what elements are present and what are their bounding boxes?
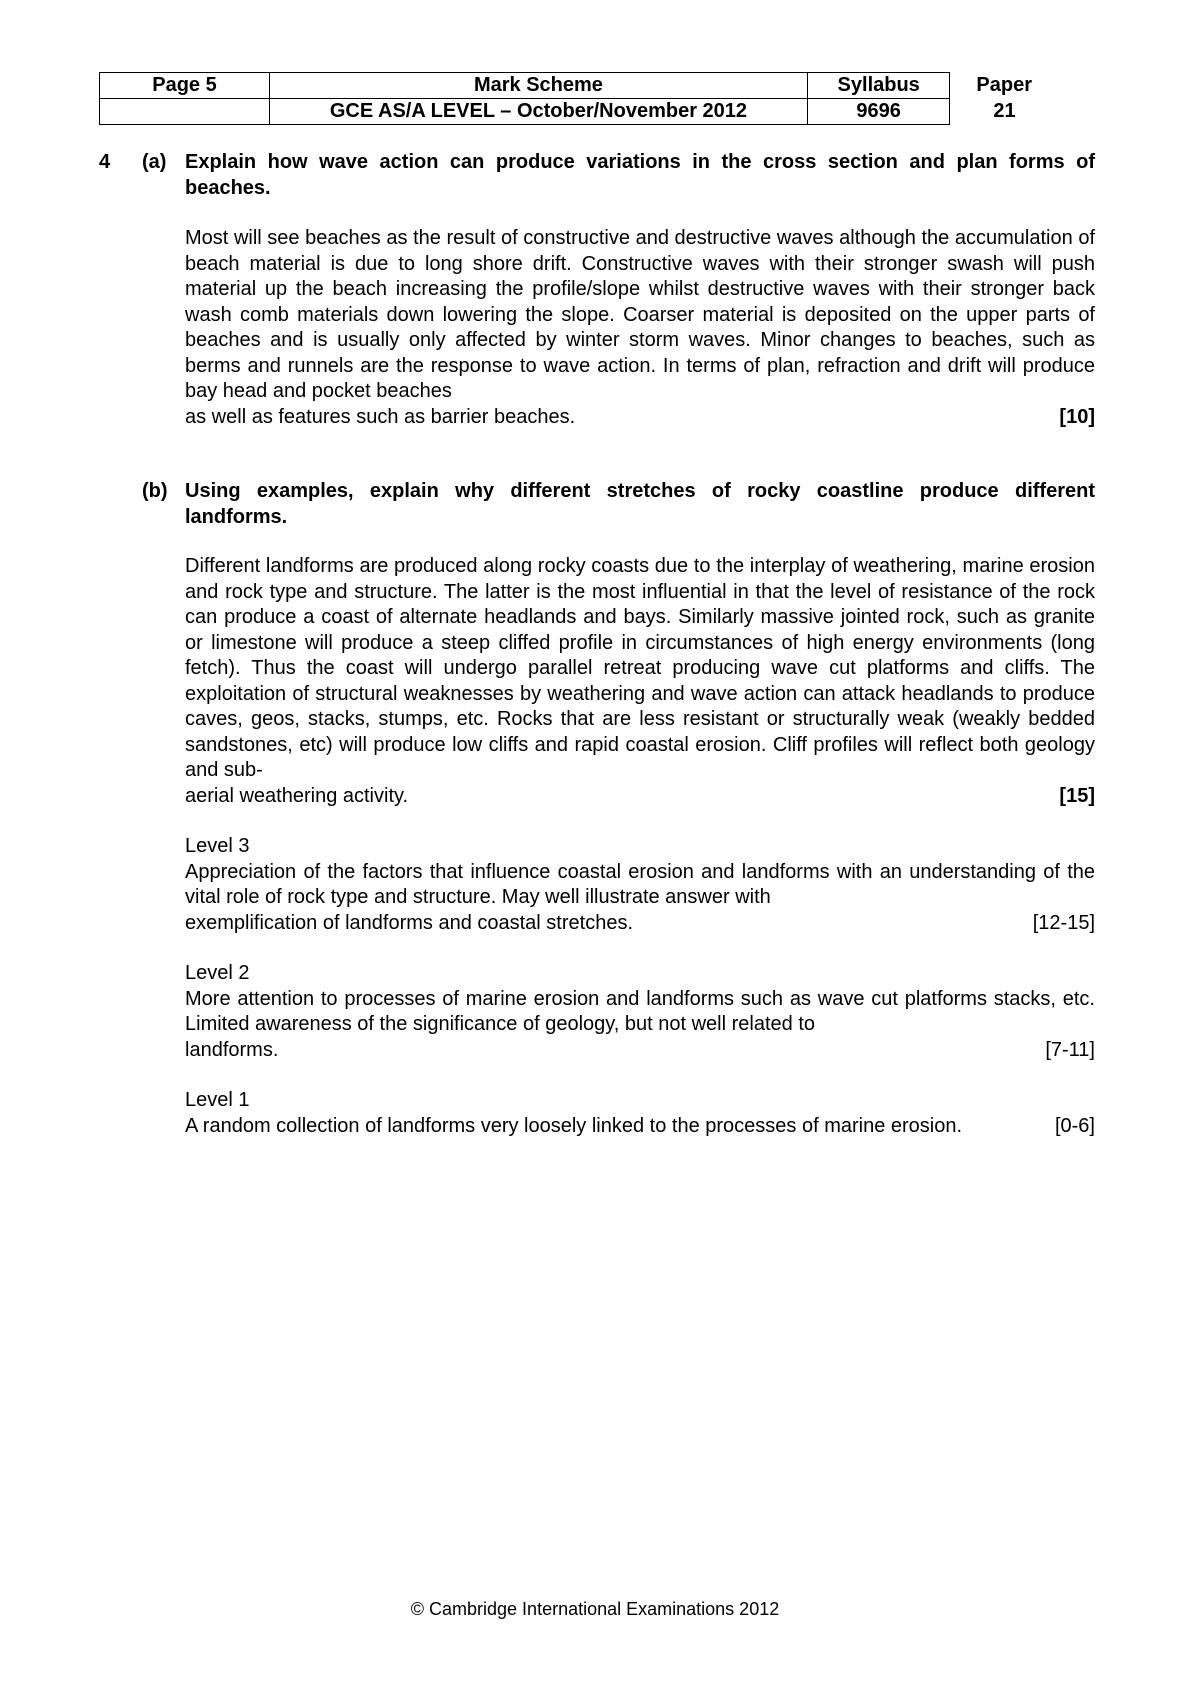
paper-label: Paper (976, 74, 1032, 96)
part-a-prompt: Explain how wave action can produce variations in the cross section and plan forms of beaches. (185, 151, 1095, 199)
level-2-text: More attention to processes of marine erosion and landforms such as wave cut platforms stacks, etc. Limited awareness of the significance of geology, but not well related to (185, 987, 1095, 1035)
level-2-last-line: landforms. (185, 1038, 279, 1061)
part-a-answer (185, 226, 1095, 430)
level-3-marks: [12-15] (1032, 911, 1095, 934)
syllabus-code: 9696 (807, 99, 949, 125)
level-3-last-line: exemplification of landforms and coastal stretches. (185, 911, 633, 934)
page-number: Page 5 (100, 73, 270, 99)
part-b-marks: [15] (1059, 784, 1095, 807)
paper-number: 21 (993, 100, 1016, 122)
part-b-prompt: Using examples, explain why different stretches of rocky coastline produce different landforms. (185, 480, 1095, 528)
part-b-answer-last-line: aerial weathering activity. (185, 784, 409, 807)
level-3-text: Appreciation of the factors that influence coastal erosion and landforms with an understanding of the vital role of rock type and structure. May well illustrate answer with (185, 860, 1095, 908)
level-3-block (185, 834, 1095, 936)
level-3-title: Level 3 (185, 835, 250, 857)
part-a-marks: [10] (1059, 405, 1095, 428)
level-1-block (185, 1088, 1095, 1139)
level-2-marks: [7-11] (1045, 1038, 1095, 1061)
header-empty-cell (100, 99, 270, 125)
header-table (99, 72, 1059, 125)
level-2-title: Level 2 (185, 962, 250, 984)
level-1-marks: [0-6] (1054, 1114, 1095, 1137)
part-a-answer-text: Most will see beaches as the result of constructive and destructive waves although the accumulation of beach material is due to long shore drift. Constructive waves with their stronger swash will push material up the beach increasing the profile/slope whilst destructive waves with their stronger back wash comb materials down lowering the slope. Coarser material is deposited on the upper parts of beaches and is usually only affected by winter storm waves. Minor changes to beaches, such as berms and runnels are the response to wave action. In terms of plan, refraction and drift will produce bay head and pocket beaches (185, 227, 1095, 402)
part-b-answer (185, 554, 1095, 809)
copyright-footer: © Cambridge International Examinations 2012 (410, 1599, 780, 1619)
part-a-label: (a) (142, 151, 167, 173)
level-1-title: Level 1 (185, 1089, 250, 1111)
question-number: 4 (99, 151, 111, 173)
level-2-block (185, 961, 1095, 1063)
exam-title: GCE AS/A LEVEL – October/November 2012 (269, 99, 807, 125)
mark-scheme-label: Mark Scheme (269, 73, 807, 99)
part-b-answer-text: Different landforms are produced along rocky coasts due to the interplay of weathering, marine erosion and rock type and structure. The latter is the most influential in that the level of resistance of the rock can produce a coast of alternate headlands and bays. Similarly massive jointed rock, such as granite or limestone will produce a steep cliffed profile in circumstances of high energy environments (long fetch). Thus the coast will undergo parallel retreat producing wave cut platforms and cliffs. The exploitation of structural weaknesses by weathering and wave action can attack headlands to produce caves, geos, stacks, stumps, etc. Rocks that are less resistant or structurally weak (weakly bedded sandstones, etc) will produce low cliffs and rapid coastal erosion. Cliff profiles will reflect both geology and sub- (185, 555, 1095, 781)
syllabus-label: Syllabus (807, 73, 949, 99)
part-b-label: (b) (142, 480, 168, 502)
part-a-answer-last-line: as well as features such as barrier beaches. (185, 405, 576, 428)
level-1-text: A random collection of landforms very loosely linked to the processes of marine erosion. (185, 1114, 963, 1137)
